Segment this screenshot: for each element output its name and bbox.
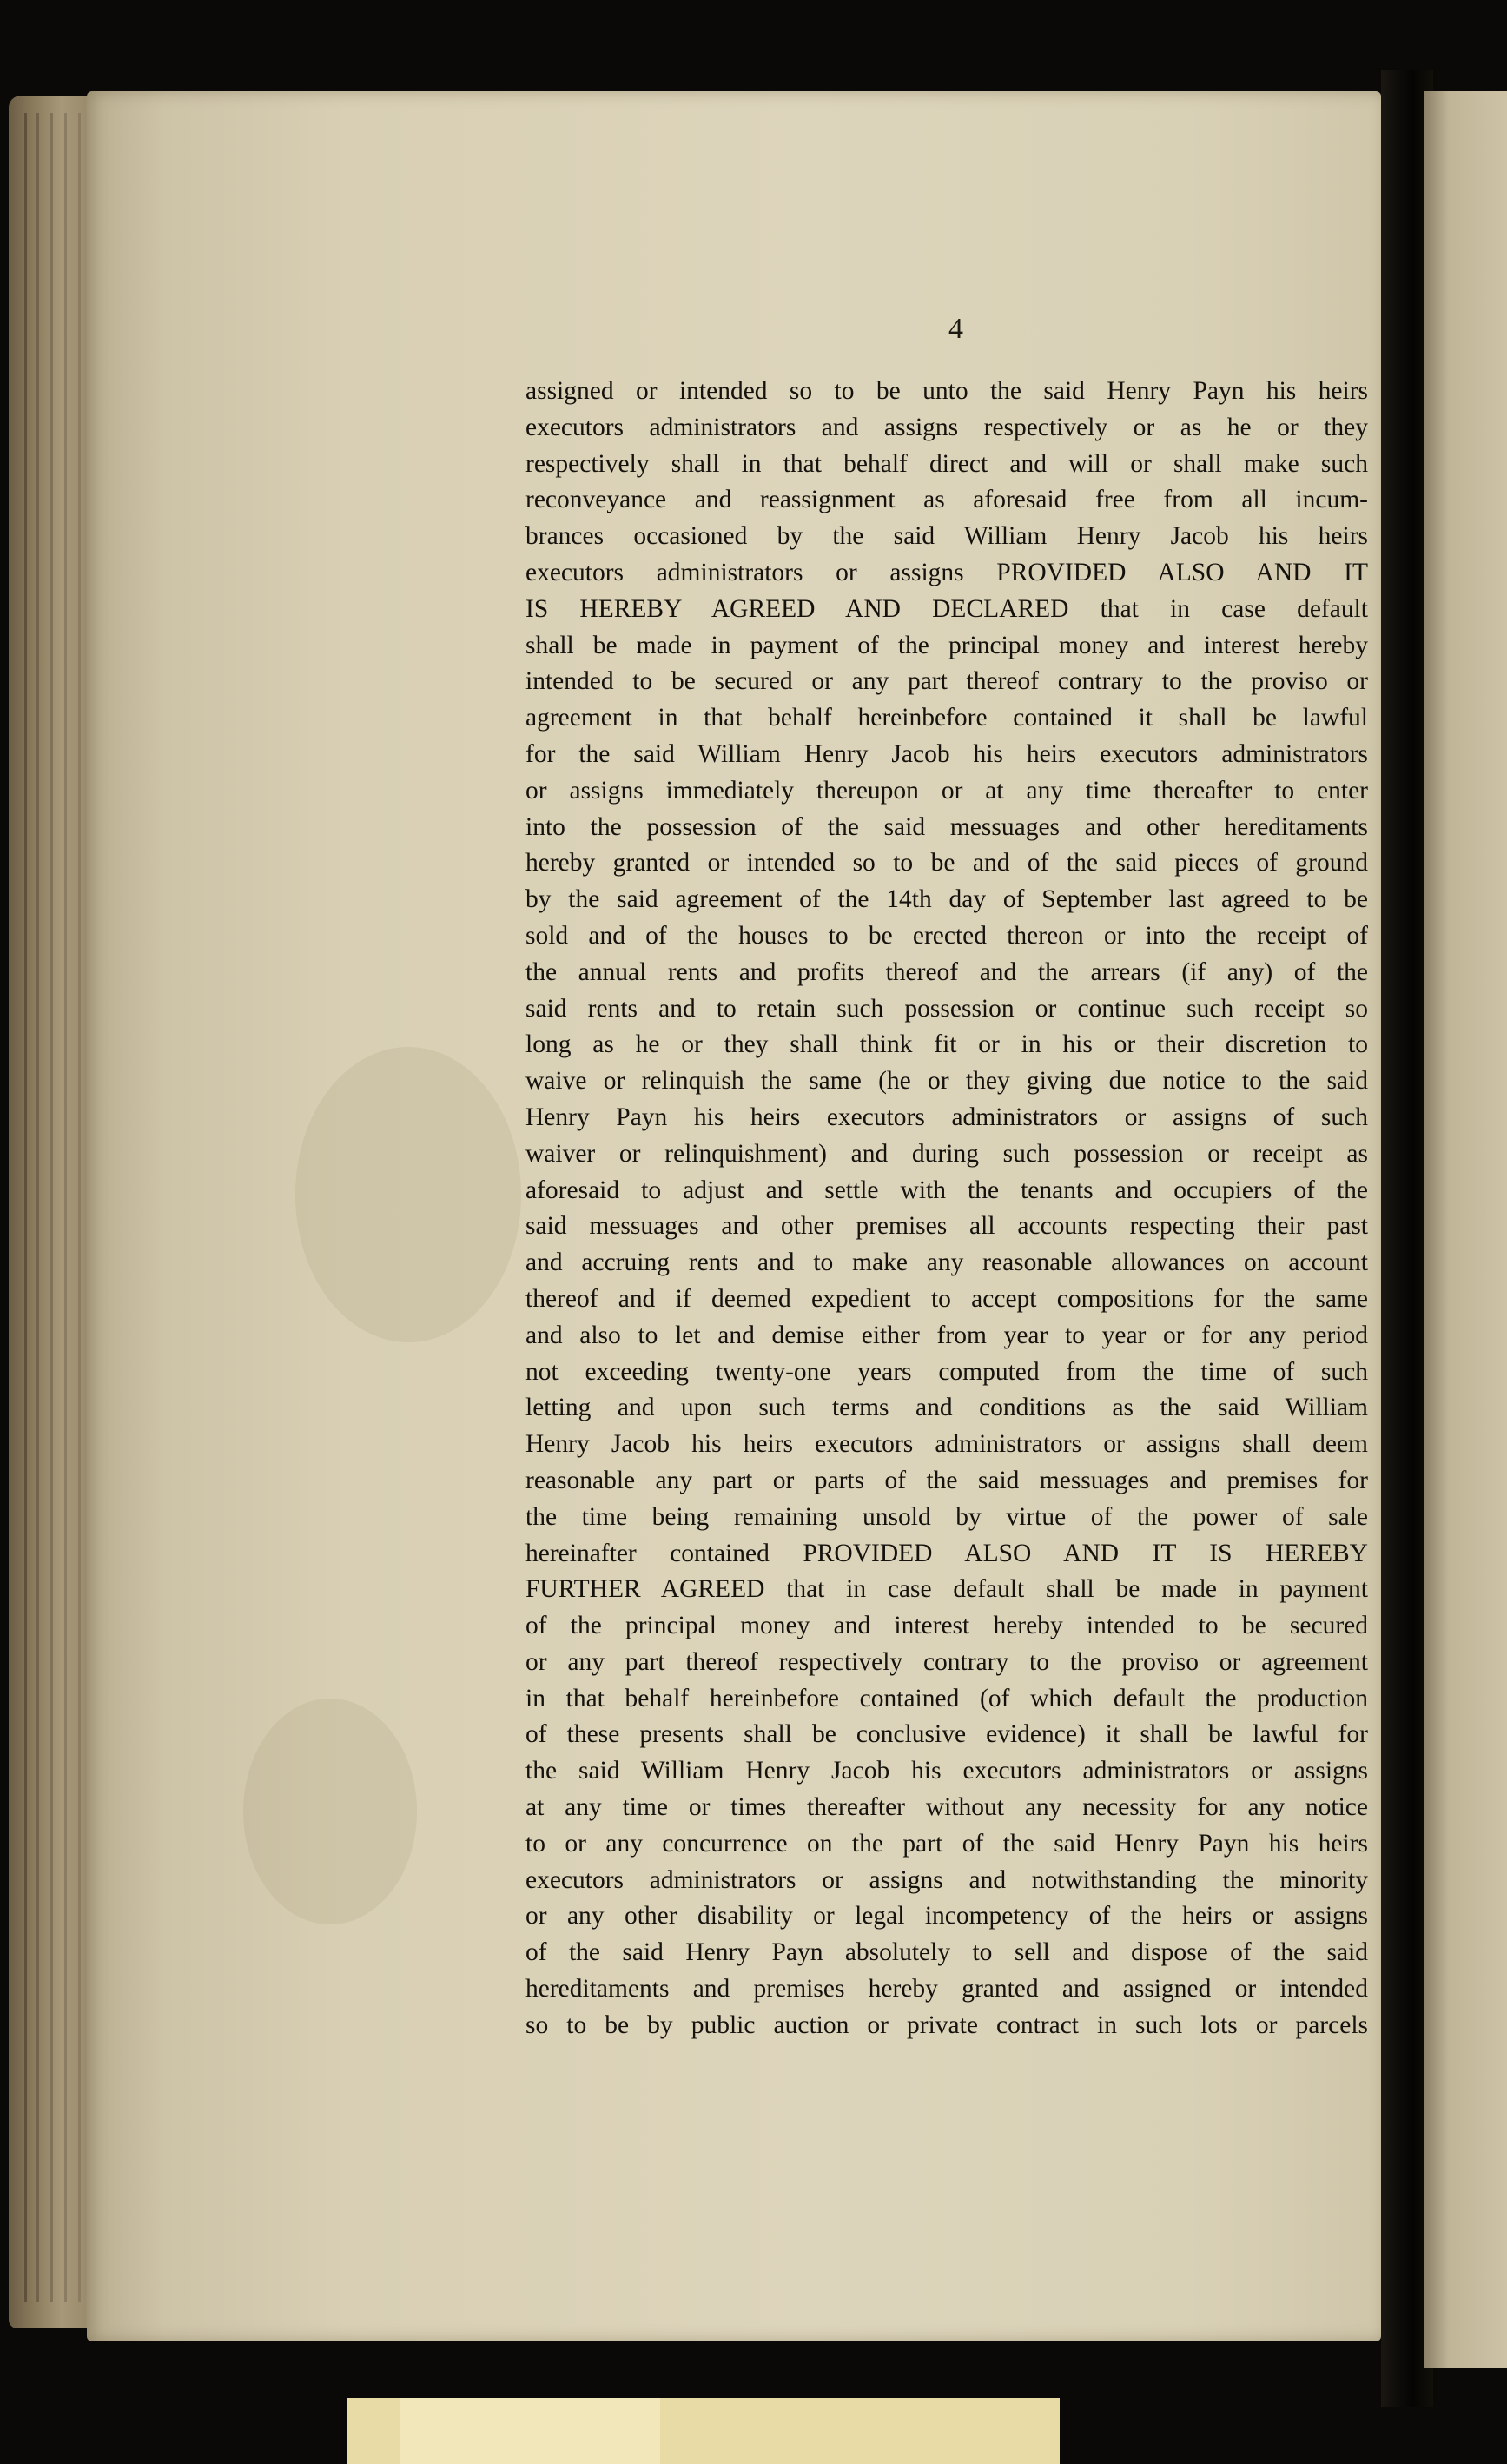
bottom-paper-tab xyxy=(347,2398,1060,2464)
text-line: not exceeding twenty-one years computed from the time of such xyxy=(525,1357,1368,1386)
text-line: at any time or times thereafter without any necessity for any notice xyxy=(525,1793,1368,1822)
text-line: into the possession of the said messuages and other hereditaments xyxy=(525,812,1368,841)
text-line: waiver or relinquishment) and during such possession or receipt as xyxy=(525,1139,1368,1168)
text-line: of the principal money and interest hereby intended to be secured xyxy=(525,1612,1368,1640)
text-line: assigned or intended so to be unto the said Henry Payn his heirs xyxy=(525,377,1368,405)
text-line: hereditaments and premises hereby granted and assigned or intended xyxy=(525,1975,1368,2004)
text-line: in that behalf hereinbefore contained (of which default the production xyxy=(525,1684,1368,1712)
text-line: waive or relinquish the same (he or they giving due notice to the said xyxy=(525,1067,1368,1096)
body-text xyxy=(525,374,1368,2044)
text-line: executors administrators or assigns and notwithstanding the minority xyxy=(525,1865,1368,1894)
text-line: brances occasioned by the said William Henry Jacob his heirs xyxy=(525,522,1368,551)
text-line: IS HEREBY AGREED AND DECLARED that in case default xyxy=(525,594,1368,623)
text-line: of these presents shall be conclusive evidence) it shall be lawful for xyxy=(525,1720,1368,1749)
text-line: and also to let and demise either from year to year or for any period xyxy=(525,1321,1368,1349)
facing-page-edge xyxy=(1424,91,1507,2368)
text-line: reconveyance and reassignment as aforesaid free from all incum- xyxy=(525,486,1368,514)
text-line: or assigns immediately thereupon or at any time thereafter to enter xyxy=(525,776,1368,805)
text-line: long as he or they shall think fit or in his or their discretion to xyxy=(525,1030,1368,1059)
text-line: said rents and to retain such possession or continue such receipt so xyxy=(525,994,1368,1023)
text-line: by the said agreement of the 14th day of September last agreed to be xyxy=(525,885,1368,914)
text-line: Henry Payn his heirs executors administrators or assigns of such xyxy=(525,1103,1368,1131)
text-line: executors administrators or assigns PROVIDED ALSO AND IT xyxy=(525,558,1368,586)
text-line: hereinafter contained PROVIDED ALSO AND IT IS HEREBY xyxy=(525,1539,1368,1567)
text-line: executors administrators and assigns respectively or as he or they xyxy=(525,413,1368,441)
text-line: the said William Henry Jacob his executors administrators or assigns xyxy=(525,1757,1368,1785)
text-line: hereby granted or intended so to be and of the said pieces of ground xyxy=(525,849,1368,878)
text-line: so to be by public auction or private contract in such lots or parcels xyxy=(525,2010,1368,2039)
paper-stain xyxy=(295,1047,521,1342)
text-line: respectively shall in that behalf direct and will or shall make such xyxy=(525,449,1368,478)
text-line: Henry Jacob his heirs executors administrators or assigns shall deem xyxy=(525,1430,1368,1459)
text-line: the annual rents and profits thereof and the arrears (if any) of the xyxy=(525,957,1368,986)
text-line: said messuages and other premises all accounts respecting their past xyxy=(525,1212,1368,1241)
text-line: aforesaid to adjust and settle with the tenants and occupiers of the xyxy=(525,1176,1368,1204)
text-line: of the said Henry Payn absolutely to sell and dispose of the said xyxy=(525,1938,1368,1967)
text-line: shall be made in payment of the principal money and interest hereby xyxy=(525,631,1368,659)
text-line: and accruing rents and to make any reasonable allowances on account xyxy=(525,1249,1368,1277)
text-line: letting and upon such terms and conditions as the said William xyxy=(525,1394,1368,1422)
text-line: the time being remaining unsold by virtue of the power of sale xyxy=(525,1502,1368,1531)
text-line: FURTHER AGREED that in case default shall be made in payment xyxy=(525,1575,1368,1604)
text-line: for the said William Henry Jacob his heirs executors administrators xyxy=(525,739,1368,768)
paper-stain xyxy=(243,1699,417,1924)
text-line: agreement in that behalf hereinbefore contained it shall be lawful xyxy=(525,704,1368,732)
text-line: reasonable any part or parts of the said messuages and premises for xyxy=(525,1466,1368,1494)
text-line: or any part thereof respectively contrary to the proviso or agreement xyxy=(525,1647,1368,1676)
text-line: or any other disability or legal incompetency of the heirs or assigns xyxy=(525,1902,1368,1931)
text-line: sold and of the houses to be erected thereon or into the receipt of xyxy=(525,921,1368,950)
text-line: thereof and if deemed expedient to accept compositions for the same xyxy=(525,1284,1368,1313)
text-line: to or any concurrence on the part of the said Henry Payn his heirs xyxy=(525,1829,1368,1858)
text-line: intended to be secured or any part thereof contrary to the proviso or xyxy=(525,667,1368,696)
page-number: 4 xyxy=(948,313,964,345)
